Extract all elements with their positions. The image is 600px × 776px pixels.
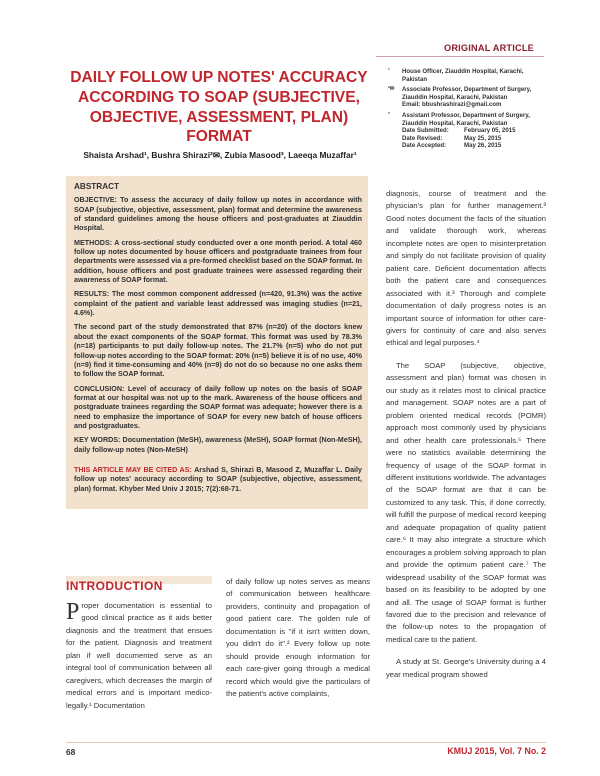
affiliation-text: Assistant Professor, Department of Surgery, Ziauddin Hospital, Karachi, Pakistan: [402, 111, 530, 127]
abstract-objective: OBJECTIVE: To assess the accuracy of daily follow up notes in accordance with SOAP (subjective, objective, assessment, plan) format and determine the awareness of standard guidelines among the house officers and post-graduates at Ziauddin Hospital.: [74, 196, 362, 233]
body-column-2: [226, 576, 370, 701]
abstract-results: RESULTS: The most common component addressed (n=420, 91.3%) was the active complaint of the patient and variable least addressed was imaging studies (n=21, 4.6%).: [74, 290, 363, 318]
abstract-conclusion: CONCLUSION: Level of accuracy of daily follow up notes on the basis of SOAP format at our hospital was not up to the mark. Awareness of the house officers and postgraduate trainees regarding the SOAP format was adequate; however there is a need to emphasize the importance of SOAP for every new batch of house officers and postgraduates.: [74, 384, 362, 430]
citation: THIS ARTICLE MAY BE CITED AS: Arshad S, Shirazi B, Masood Z, Muzaffar L. Daily follow up notes' accuracy according to SOAP (subjective, objective, assessment, plan) format. Khyber Med Univ J 2015; 7(2):68-71.: [74, 465, 362, 493]
affiliation-2: [388, 86, 548, 109]
date-revised: Date Revised: May 25, 2015: [402, 134, 502, 142]
abstract-heading: ABSTRACT: [74, 182, 120, 191]
affiliation-text: House Officer, Ziauddin Hospital, Karachi, Pakistan: [402, 68, 524, 83]
date-accepted: Date Accepted: May 26, 2015: [402, 142, 502, 150]
affiliation-1: [388, 68, 548, 83]
corresponding-email: Email: bbushrashirazi@gmail.com: [402, 101, 502, 109]
abstract-keywords: KEY WORDS: Documentation (MeSH), awareness (MeSH), SOAP format (Non-MeSH), daily follow-up notes (Non-MeSH): [74, 436, 362, 454]
body-paragraph: The SOAP (subjective, objective, assessment and plan) format was chosen in our study as it relates most to clinical practice and management. SOAP notes are a part of problem oriented medical records (POMR) approach most commonly used by physicians and other health care professionals.⁵ There were no statistics available determining the frequency of usage of the SOAP format in different institutions worldwide. The advantages of the SOAP format are that it can be customized to any task. This, if done correctly, will fulfill the purpose of medical record keeping and adequate propagation of quality patient care.⁶ It may also integrate a structure which encourages a problem solving approach to plan and provide the optimum patient care.⁷ The widespread usability of the SOAP format was based on its feasibility to be adopted by one and all. The usage of SOAP format is further favored due to the precision and relevance of the follow-up notes to the propagation of medical care to the patient.: [386, 360, 546, 644]
body-paragraph: of daily follow up notes serves as means of communication between healthcare providers, continuity and propagation of good patient care. The golden rule of documentation is "if it isn't written down, you didn't do it".² Every follow up note should provide enough information for each care-giver going through a medical record which would give the particulars of the patient's active complaints,: [226, 577, 370, 699]
article-type-label: ORIGINAL ARTICLE: [444, 43, 534, 53]
body-column-3: [386, 188, 546, 681]
article-title: DAILY FOLLOW UP NOTES' ACCURACY ACCORDING TO SOAP (SUBJECTIVE, OBJECTIVE, ASSESSMENT, PLAN) FORMAT: [70, 69, 368, 146]
introduction-heading: INTRODUCTION: [66, 579, 163, 593]
affiliation-mark: ¹: [388, 68, 390, 74]
page-number: 68: [66, 747, 76, 757]
footer-divider: [66, 742, 546, 743]
abstract-box: [66, 176, 368, 509]
abstract-results-2: The second part of the study demonstrated that 87% (n=20) of the doctors knew about the exact components of the SOAP format. This format was used by 78.3% (n=18) participants to put daily follow-up notes. The 21.7% (n=5) who do not put follow-up notes according to the SOAP format: 20% (n=5) believe it is of no use, 40% (n=9) find it time-consuming and 40% (n=9) do not do so because no one asks them to follow the SOAP format.: [74, 323, 362, 379]
affiliation-text: Associate Professor, Department of Surgery, Ziauddin Hospital, Karachi, Pakistan: [402, 86, 532, 101]
affiliation-3: [388, 112, 548, 150]
body-paragraph: diagnosis, course of treatment and the physician's plan for further management.³ Good notes document the facts of the situation and validate thorough work, whereas incomplete notes are open to misinterpretation and simply do not facilitate provision of quality patient care. Deficient documentation affects both the patient care and consequences associated with it.³ Thorough and complete documentation of daily progress notes is an important source of information for other care-givers for continuity of care and also serves ethical and legal purposes.⁴: [386, 189, 546, 348]
journal-citation: KMUJ 2015, Vol. 7 No. 2: [447, 746, 546, 756]
date-submitted: Date Submitted: February 05, 2015: [402, 127, 516, 135]
body-column-1: [66, 600, 212, 712]
drop-cap: P: [66, 599, 80, 625]
affiliation-mark: ³: [388, 111, 390, 118]
header-divider: [376, 56, 544, 57]
body-paragraph: A study at St. George's University during a 4 year medical program showed: [386, 657, 546, 679]
intro-paragraph: roper documentation is essential to good clinical practice as it aids better diagnosis and the treatment that ensues for the patient. Diagnosis and treatment plan if well documented serve as an integral tool of communication between all caregivers, which decreases the margin of medical errors and is important medico-legally.¹ Documentation: [66, 601, 212, 710]
abstract-methods: METHODS: A cross-sectional study conducted over a one month period. A total 460 follow up notes documented by house officers and postgraduate trainees from four departments were assessed via a pre-formed checklist based on the SOAP format. In addition, house officers and post graduate trainees were assessed regarding their awareness of SOAP format.: [74, 238, 362, 285]
affiliation-mark: ²✉: [388, 86, 395, 93]
author-list: Shaista Arshad¹, Bushra Shirazi²✉, Zubia Masood³, Laeeqa Muzaffar¹: [83, 150, 357, 160]
affiliations-block: [388, 68, 548, 153]
